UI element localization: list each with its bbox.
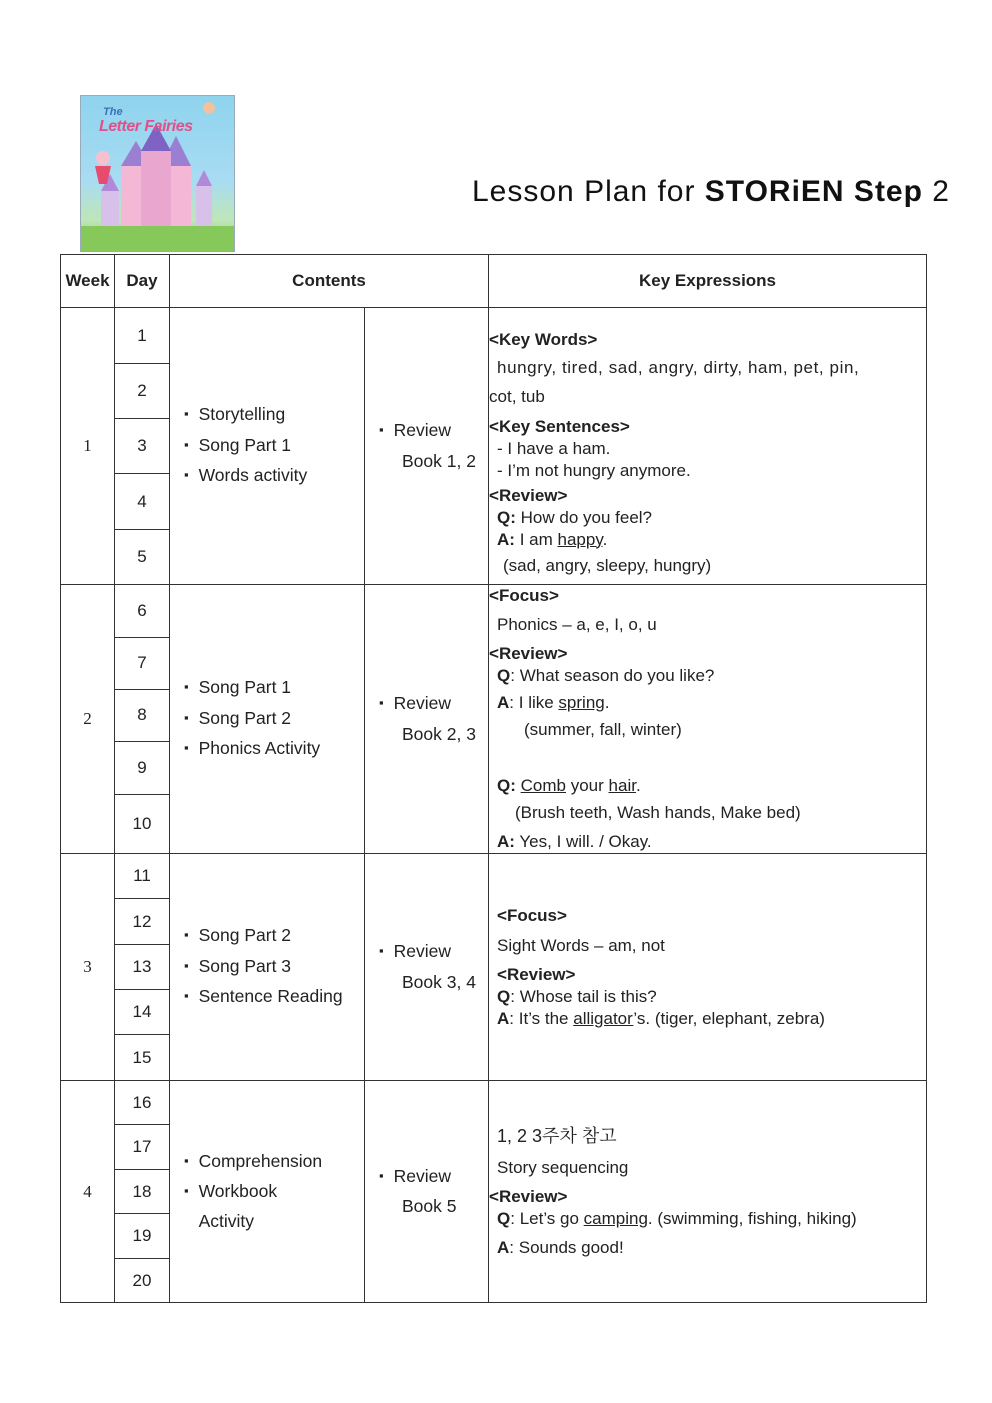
review-alternatives: (sad, angry, sleepy, hungry) <box>503 555 712 575</box>
a-label: A <box>497 1008 510 1028</box>
contents-cell <box>170 1081 365 1303</box>
list-item: ▪ Song Part 1 <box>184 431 364 462</box>
review-heading: <Review> <box>497 964 576 984</box>
list-item: ▪ Song Part 1 <box>184 673 364 704</box>
cover-title-main: Letter Fairies <box>99 118 193 135</box>
contents-list <box>170 673 364 765</box>
day-cell: 2 <box>115 364 170 419</box>
review-question <box>489 986 926 1008</box>
review-list <box>365 1162 488 1222</box>
day-cell: 9 <box>115 741 170 794</box>
review-alternatives: (Brush teeth, Wash hands, Make bed) <box>515 803 801 822</box>
day-cell: 10 <box>115 794 170 853</box>
key-expressions-cell <box>489 854 927 1081</box>
reference-note: 1, 2 3주차 참고 <box>497 1125 617 1146</box>
a-text-end: ’s. (tiger, elephant, zebra) <box>633 1008 825 1028</box>
list-item: ▪ Song Part 2 <box>184 921 364 952</box>
list-item <box>379 937 488 997</box>
q-text: : What season do you like? <box>510 666 715 685</box>
title-prefix: Lesson Plan for <box>472 175 705 208</box>
a-text: : I like <box>509 693 559 712</box>
review-heading: <Review> <box>489 485 568 505</box>
header-week: Week <box>61 255 115 308</box>
review-list <box>365 689 488 749</box>
key-words-cont: cot, tub <box>489 386 545 406</box>
week-cell: 2 <box>61 585 115 854</box>
review-label: Review <box>393 693 451 713</box>
table-row <box>61 308 927 364</box>
day-cell: 14 <box>115 990 170 1035</box>
page-title <box>472 175 950 209</box>
list-item <box>379 416 488 476</box>
list-item: ▪ Comprehension <box>184 1147 364 1178</box>
day-cell: 13 <box>115 945 170 990</box>
q-text-end: . (swimming, fishing, hiking) <box>647 1208 857 1228</box>
header-key-expressions: Key Expressions <box>489 255 927 308</box>
review-books: Book 3, 4 <box>402 971 476 992</box>
q-underlined: Comb <box>520 776 566 795</box>
review-question <box>489 665 926 687</box>
a-label: A <box>497 1237 510 1257</box>
review-books: Book 1, 2 <box>402 450 476 471</box>
q-text: : Whose tail is this? <box>510 986 657 1006</box>
table-row <box>61 854 927 899</box>
day-cell: 4 <box>115 474 170 530</box>
review-question <box>489 507 926 529</box>
contents-cell <box>170 308 365 585</box>
key-words: hungry, tired, sad, angry, dirty, ham, pet, pin, <box>497 357 860 377</box>
list-item: ▪ Phonics Activity <box>184 734 364 765</box>
review-answer <box>489 692 926 714</box>
header-row <box>61 255 927 308</box>
review-label: Review <box>393 941 451 961</box>
a-text: : It’s the <box>509 1008 574 1028</box>
a-text-end: . <box>602 529 608 549</box>
day-cell: 17 <box>115 1125 170 1170</box>
focus-text: Phonics – a, e, I, o, u <box>497 615 657 634</box>
review-cell <box>365 854 489 1081</box>
q-underlined: camping <box>583 1208 648 1228</box>
review-label: Review <box>393 1165 451 1186</box>
day-cell: 15 <box>115 1035 170 1081</box>
day-cell: 7 <box>115 637 170 689</box>
lesson-plan-table <box>60 254 927 1303</box>
list-item: ▪ Words activity <box>184 461 364 492</box>
week-cell: 3 <box>61 854 115 1081</box>
header-day: Day <box>115 255 170 308</box>
review-answer <box>489 1008 926 1030</box>
review-heading: <Review> <box>489 1186 568 1206</box>
review-label: Review <box>393 420 451 440</box>
story-sequencing: Story sequencing <box>497 1157 629 1177</box>
review-answer <box>489 831 926 853</box>
header-contents: Contents <box>170 255 489 308</box>
contents-list <box>170 921 364 1013</box>
day-cell: 3 <box>115 419 170 474</box>
day-cell: 1 <box>115 308 170 364</box>
review-heading: <Review> <box>489 644 568 663</box>
q-text: your <box>566 776 609 795</box>
review-question <box>489 1208 926 1230</box>
day-cell: 19 <box>115 1214 170 1259</box>
a-label: A: <box>497 529 515 549</box>
list-item <box>379 689 488 749</box>
key-words-heading: <Key Words> <box>489 329 598 349</box>
list-item: ▪ Storytelling <box>184 400 364 431</box>
table-row <box>61 1081 927 1125</box>
list-item: ▪ Song Part 2 <box>184 704 364 735</box>
contents-cell <box>170 585 365 854</box>
key-sentence: - I’m not hungry anymore. <box>497 460 691 480</box>
review-cell <box>365 585 489 854</box>
key-expressions-cell <box>489 585 927 854</box>
key-expressions-cell <box>489 308 927 585</box>
q-label: Q <box>497 666 511 685</box>
review-answer <box>489 529 926 551</box>
week-cell: 4 <box>61 1081 115 1303</box>
q-text: How do you feel? <box>520 507 653 527</box>
title-brand: STORiEN Step <box>704 175 923 208</box>
a-label: A: <box>497 832 515 851</box>
list-item: ▪ Sentence Reading <box>184 982 364 1013</box>
key-expressions-cell <box>489 1081 927 1303</box>
list-item <box>379 1162 488 1222</box>
focus-heading: <Focus> <box>497 905 567 925</box>
a-label: A <box>497 693 510 712</box>
day-cell: 6 <box>115 585 170 638</box>
q-text-end: . <box>635 776 641 795</box>
a-text: : Sounds good! <box>509 1237 624 1257</box>
review-list <box>365 416 488 476</box>
review-list <box>365 937 488 997</box>
q-label: Q <box>497 986 511 1006</box>
day-cell: 11 <box>115 854 170 899</box>
contents-list <box>170 400 364 492</box>
q-text: : Let’s go <box>510 1208 584 1228</box>
q-label: Q: <box>497 776 516 795</box>
day-cell: 12 <box>115 899 170 945</box>
list-item: ▪ Song Part 3 <box>184 952 364 983</box>
table-row <box>61 585 927 638</box>
a-underlined: happy <box>557 529 603 549</box>
contents-cell <box>170 854 365 1081</box>
day-cell: 5 <box>115 530 170 585</box>
contents-list <box>170 1147 364 1237</box>
review-alternatives: (summer, fall, winter) <box>524 720 682 739</box>
q-label: Q: <box>497 507 516 527</box>
q-label: Q <box>497 1208 511 1228</box>
title-suffix: 2 <box>922 175 950 208</box>
review-question <box>489 775 926 797</box>
day-cell: 20 <box>115 1259 170 1303</box>
focus-text: Sight Words – am, not <box>497 935 665 955</box>
focus-heading: <Focus> <box>489 586 559 605</box>
a-text: I am <box>519 529 558 549</box>
review-cell <box>365 1081 489 1303</box>
day-cell: 18 <box>115 1170 170 1214</box>
a-underlined: spring <box>558 693 605 712</box>
review-books: Book 2, 3 <box>402 723 476 744</box>
list-item-text: Workbook Activity <box>198 1181 278 1231</box>
key-sentences-heading: <Key Sentences> <box>489 416 630 436</box>
key-sentence: - I have a ham. <box>497 438 611 458</box>
a-underlined: alligator <box>573 1008 634 1028</box>
day-cell: 8 <box>115 689 170 741</box>
week-cell: 1 <box>61 308 115 585</box>
review-answer <box>489 1237 926 1259</box>
day-cell: 16 <box>115 1081 170 1125</box>
list-item <box>184 1177 364 1236</box>
book-cover <box>80 95 235 252</box>
review-cell <box>365 308 489 585</box>
a-text: Yes, I will. / Okay. <box>519 832 652 851</box>
a-text-end: . <box>604 693 610 712</box>
review-books: Book 5 <box>402 1196 457 1216</box>
q-underlined: hair <box>608 776 636 795</box>
cover-title-the: The <box>103 106 123 118</box>
